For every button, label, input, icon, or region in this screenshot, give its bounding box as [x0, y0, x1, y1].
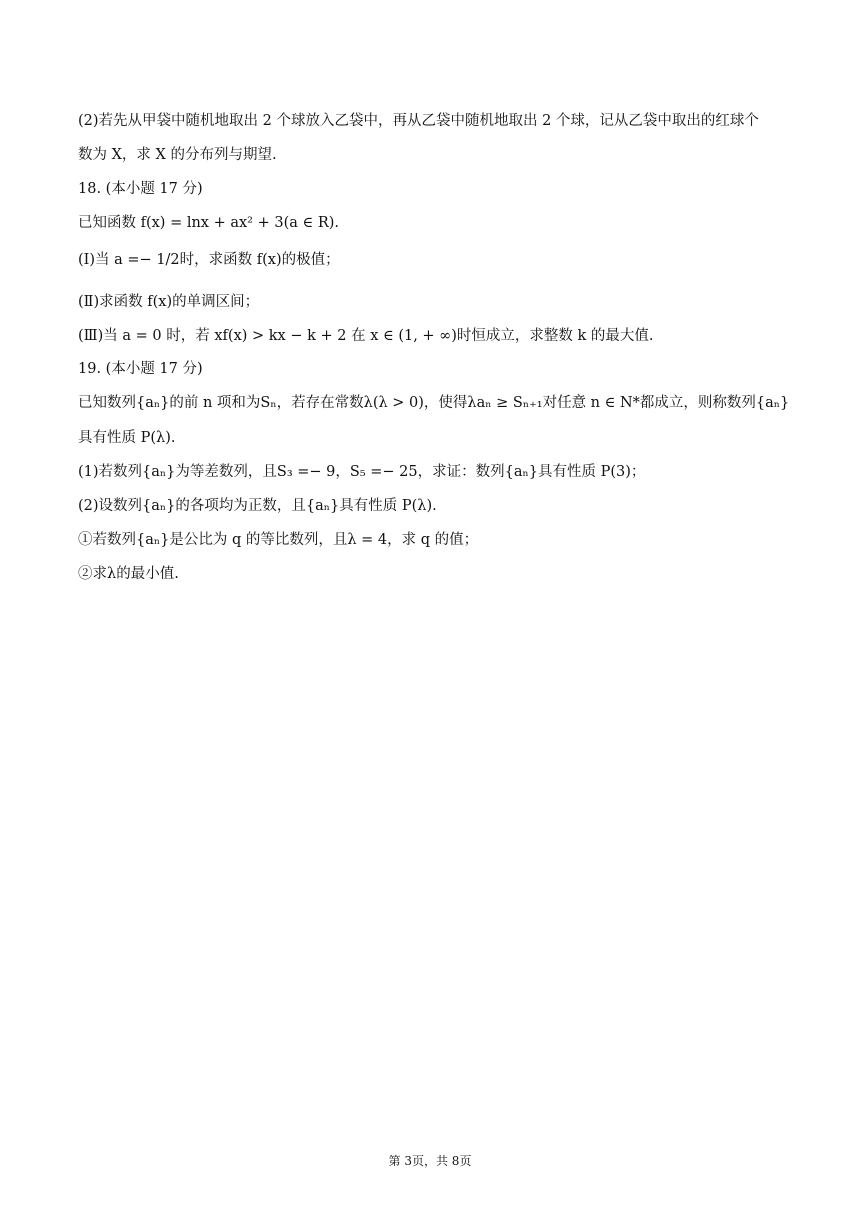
- text-line: 已知数列{aₙ}的前 n 项和为Sₙ，若存在常数λ(λ > 0)，使得λaₙ ≥ Sₙ₊₁对任意 n ∈ N*都成立，则称数列{aₙ}: [78, 395, 790, 411]
- text-line: (1)若数列{aₙ}为等差数列，且S₃ =− 9，S₅ =− 25，求证：数列{aₙ}具有性质 P(3)；: [78, 464, 646, 480]
- text-line: (2)若先从甲袋中随机地取出 2 个球放入乙袋中，再从乙袋中随机地取出 2 个球，记从乙袋中取出的红球个: [78, 113, 759, 129]
- text-line: 具有性质 P(λ).: [78, 430, 176, 446]
- page-footer: 第 3页，共 8页: [388, 1154, 472, 1168]
- text-line: 已知函数 f(x) = lnx + ax² + 3(a ∈ R).: [78, 215, 340, 231]
- text-line: (Ⅱ)求函数 f(x)的单调区间；: [78, 294, 260, 310]
- text-line: (Ⅰ)当 a =− 1/2时，求函数 f(x)的极值；: [78, 252, 340, 268]
- text-line: 数为 X，求 X 的分布列与期望.: [78, 147, 277, 163]
- question-heading: 18. (本小题 17 分): [78, 181, 203, 197]
- text-line: (2)设数列{aₙ}的各项均为正数，且{aₙ}具有性质 P(λ).: [78, 498, 437, 514]
- question-heading: 19. (本小题 17 分): [78, 361, 203, 377]
- text-line: ①若数列{aₙ}是公比为 q 的等比数列，且λ = 4，求 q 的值；: [78, 532, 479, 548]
- text-line: (Ⅲ)当 a = 0 时，若 xf(x) > kx − k + 2 在 x ∈ (1, + ∞)时恒成立，求整数 k 的最大值.: [78, 328, 654, 344]
- text-line: ②求λ的最小值.: [78, 566, 179, 582]
